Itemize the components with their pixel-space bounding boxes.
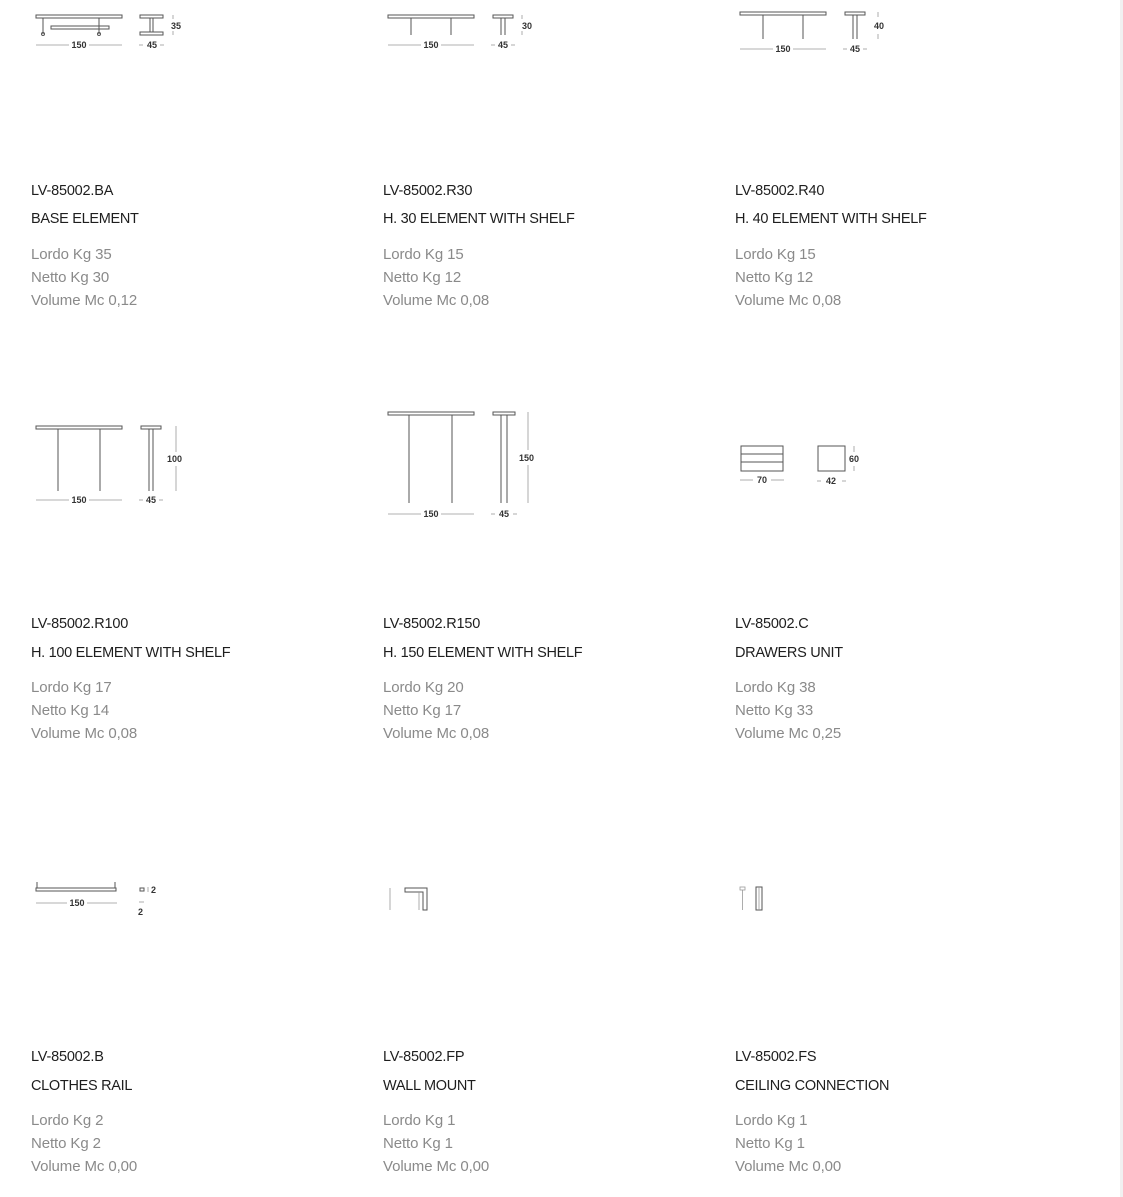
gross-weight: Lordo Kg 35 — [31, 246, 112, 263]
product-name: H. 40 ELEMENT WITH SHELF — [735, 211, 927, 227]
product-specs — [383, 676, 489, 745]
volume: Volume Mc 0,08 — [735, 292, 842, 309]
product-specs — [383, 1109, 489, 1178]
net-weight: Netto Kg 1 — [383, 1135, 453, 1152]
dim-depth-label: 45 — [497, 40, 509, 50]
net-weight: Netto Kg 12 — [383, 269, 462, 286]
h100-element-drawing — [31, 410, 211, 520]
net-weight: Netto Kg 1 — [735, 1135, 805, 1152]
product-code: LV-85002.R40 — [735, 183, 825, 199]
dim-height-label: 35 — [171, 21, 182, 31]
dim-width-label: 150 — [69, 898, 85, 908]
net-weight: Netto Kg 14 — [31, 702, 110, 719]
product-name: H. 150 ELEMENT WITH SHELF — [383, 645, 583, 661]
product-specs — [31, 1109, 137, 1178]
product-name: WALL MOUNT — [383, 1078, 476, 1094]
product-name: CLOTHES RAIL — [31, 1078, 133, 1094]
product-code: LV-85002.R150 — [383, 616, 481, 632]
dim-height-label: 40 — [874, 21, 885, 31]
product-specs — [735, 243, 841, 312]
volume: Volume Mc 0,00 — [383, 1158, 490, 1175]
product-name: DRAWERS UNIT — [735, 645, 843, 661]
dim-depth-label: 42 — [825, 476, 837, 486]
gross-weight: Lordo Kg 1 — [735, 1112, 808, 1129]
product-code: LV-85002.FS — [735, 1049, 817, 1065]
volume: Volume Mc 0,08 — [383, 292, 490, 309]
wall-mount-drawing — [383, 870, 563, 930]
dim-width-label: 70 — [756, 475, 768, 485]
gross-weight: Lordo Kg 1 — [383, 1112, 456, 1129]
dim-depth-label: 45 — [498, 509, 510, 519]
volume: Volume Mc 0,12 — [31, 292, 138, 309]
product-specs — [31, 243, 137, 312]
gross-weight: Lordo Kg 15 — [735, 246, 816, 263]
product-code: LV-85002.B — [31, 1049, 104, 1065]
volume: Volume Mc 0,00 — [735, 1158, 842, 1175]
product-specs — [735, 1109, 841, 1178]
gross-weight: Lordo Kg 38 — [735, 679, 816, 696]
product-specs — [31, 676, 137, 745]
h150-element-drawing — [383, 410, 563, 525]
net-weight: Netto Kg 30 — [31, 269, 110, 286]
product-code: LV-85002.C — [735, 616, 809, 632]
net-weight: Netto Kg 12 — [735, 269, 814, 286]
product-name: H. 100 ELEMENT WITH SHELF — [31, 645, 231, 661]
product-code: LV-85002.BA — [31, 183, 114, 199]
gross-weight: Lordo Kg 20 — [383, 679, 464, 696]
volume: Volume Mc 0,08 — [383, 725, 490, 742]
dim-width-label: 150 — [423, 40, 439, 50]
net-weight: Netto Kg 17 — [383, 702, 462, 719]
product-name: H. 30 ELEMENT WITH SHELF — [383, 211, 575, 227]
dim-height-label: 30 — [522, 21, 533, 31]
net-weight: Netto Kg 33 — [735, 702, 814, 719]
product-specs — [383, 243, 489, 312]
base-element-drawing — [31, 0, 211, 60]
dim-height-label: 60 — [849, 454, 860, 464]
product-specs — [735, 676, 841, 745]
ceiling-connection-drawing — [735, 870, 915, 930]
net-weight: Netto Kg 2 — [31, 1135, 101, 1152]
dim-depth-label: 2 — [138, 907, 144, 917]
gross-weight: Lordo Kg 17 — [31, 679, 112, 696]
dim-width-label: 150 — [71, 495, 87, 505]
volume: Volume Mc 0,00 — [31, 1158, 138, 1175]
volume: Volume Mc 0,25 — [735, 725, 842, 742]
product-code: LV-85002.FP — [383, 1049, 465, 1065]
gross-weight: Lordo Kg 2 — [31, 1112, 104, 1129]
dim-depth-label: 45 — [146, 40, 158, 50]
product-name: BASE ELEMENT — [31, 211, 139, 227]
dim-depth-label: 45 — [849, 44, 861, 54]
drawers-unit-drawing — [735, 410, 915, 500]
volume: Volume Mc 0,08 — [31, 725, 138, 742]
dim-height-label: 100 — [167, 454, 183, 464]
dim-depth-label: 45 — [145, 495, 157, 505]
clothes-rail-drawing — [31, 870, 211, 930]
dim-width-label: 150 — [775, 44, 791, 54]
product-name: CEILING CONNECTION — [735, 1078, 890, 1094]
h40-element-drawing — [735, 0, 915, 60]
product-code: LV-85002.R30 — [383, 183, 473, 199]
h30-element-drawing — [383, 0, 563, 60]
product-code: LV-85002.R100 — [31, 616, 129, 632]
dim-height-label: 150 — [519, 453, 535, 463]
dim-height-label: 2 — [151, 885, 157, 895]
dim-width-label: 150 — [423, 509, 439, 519]
dim-width-label: 150 — [71, 40, 87, 50]
gross-weight: Lordo Kg 15 — [383, 246, 464, 263]
